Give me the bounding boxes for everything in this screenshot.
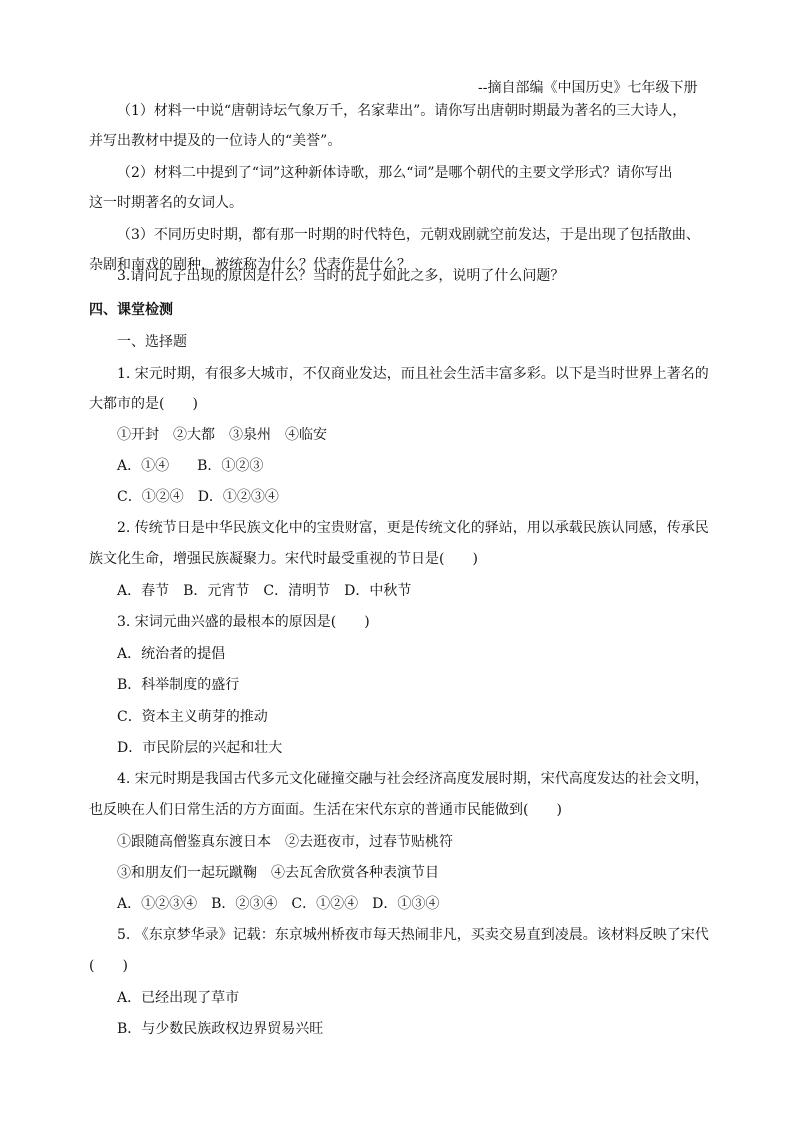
mc-q4-options: A．①②③④ B．②③④ C．①②④ D．①③④ [117, 896, 440, 912]
mc-q4-line1: 4. 宋元时期是我国古代多元文化碰撞交融与社会经济高度发展时期，宋代高度发达的社会文明， [117, 771, 709, 787]
mc-q1-options-row2: C．①②④ D．①②③④ [117, 489, 279, 505]
section-title: 四、课堂检测 [89, 302, 173, 318]
question-2-line2: 这一时期著名的女词人。 [89, 195, 243, 211]
question-3-line2: 杂剧和南戏的剧种，被统称为什么？代表作是什么？ [89, 257, 411, 273]
mc-q5-option-a: A．已经出现了草市 [117, 990, 240, 1006]
mc-q2-line1: 2. 传统节日是中华民族文化中的宝贵财富，更是传统文化的驿站，用以承载民族认同感，传承民 [117, 520, 709, 536]
mc-q2-line2: 族文化生命，增强民族凝聚力。宋代时最受重视的节日是( ) [89, 551, 478, 567]
source-citation: --摘自部编《中国历史》七年级下册 [478, 80, 698, 96]
question-wazi: 3.请问瓦子出现的原因是什么？当时的瓦子如此之多，说明了什么问题？ [117, 268, 565, 284]
mc-q2-options: A．春节 B．元宵节 C．清明节 D．中秋节 [117, 583, 412, 599]
mc-q5-option-b: B．与少数民族政权边界贸易兴旺 [117, 1021, 324, 1037]
question-1-line2: 并写出教材中提及的一位诗人的“美誉”。 [89, 133, 342, 149]
question-2-line1: （2）材料二中提到了“词”这种新体诗歌，那么“词”是哪个朝代的主要文学形式？请你写出 [117, 165, 673, 181]
subsection-title: 一、选择题 [117, 334, 187, 350]
mc-q5-line2: ( ) [89, 958, 128, 974]
mc-q1-options-row1: A．①④ B．①②③ [117, 458, 264, 474]
mc-q4-items2: ③和朋友们一起玩蹴鞠 ④去瓦舍欣赏各种表演节目 [117, 865, 439, 881]
mc-q5-line1: 5. 《东京梦华录》记载：东京城州桥夜市每天热闹非凡，买卖交易直到凌晨。该材料反映了宋代 [117, 927, 709, 943]
mc-q4-items1: ①跟随高僧鉴真东渡日本 ②去逛夜市，过春节贴桃符 [117, 834, 453, 850]
mc-q3-option-d: D．市民阶层的兴起和壮大 [117, 740, 283, 756]
question-3-line1: （3）不同历史时期，都有那一时期的时代特色，元朝戏剧就空前发达，于是出现了包括散曲、 [117, 227, 700, 243]
question-1-line1: （1）材料一中说“唐朝诗坛气象万千，名家辈出”。请你写出唐朝时期最为著名的三大诗人， [117, 103, 687, 119]
mc-q1-line2: 大都市的是( ) [89, 396, 198, 412]
mc-q3-option-a: A．统治者的提倡 [117, 646, 226, 662]
mc-q4-line2: 也反映在人们日常生活的方方面面。生活在宋代东京的普通市民能做到( ) [89, 802, 562, 818]
mc-q3-option-c: C．资本主义萌芽的推动 [117, 709, 268, 725]
mc-q1-line1: 1. 宋元时期，有很多大城市，不仅商业发达，而且社会生活丰富多彩。以下是当时世界上著名的 [117, 366, 709, 382]
mc-q1-items: ①开封 ②大都 ③泉州 ④临安 [117, 427, 327, 443]
mc-q3-option-b: B．科举制度的盛行 [117, 677, 240, 693]
mc-q3-stem: 3. 宋词元曲兴盛的最根本的原因是( ) [117, 614, 370, 630]
